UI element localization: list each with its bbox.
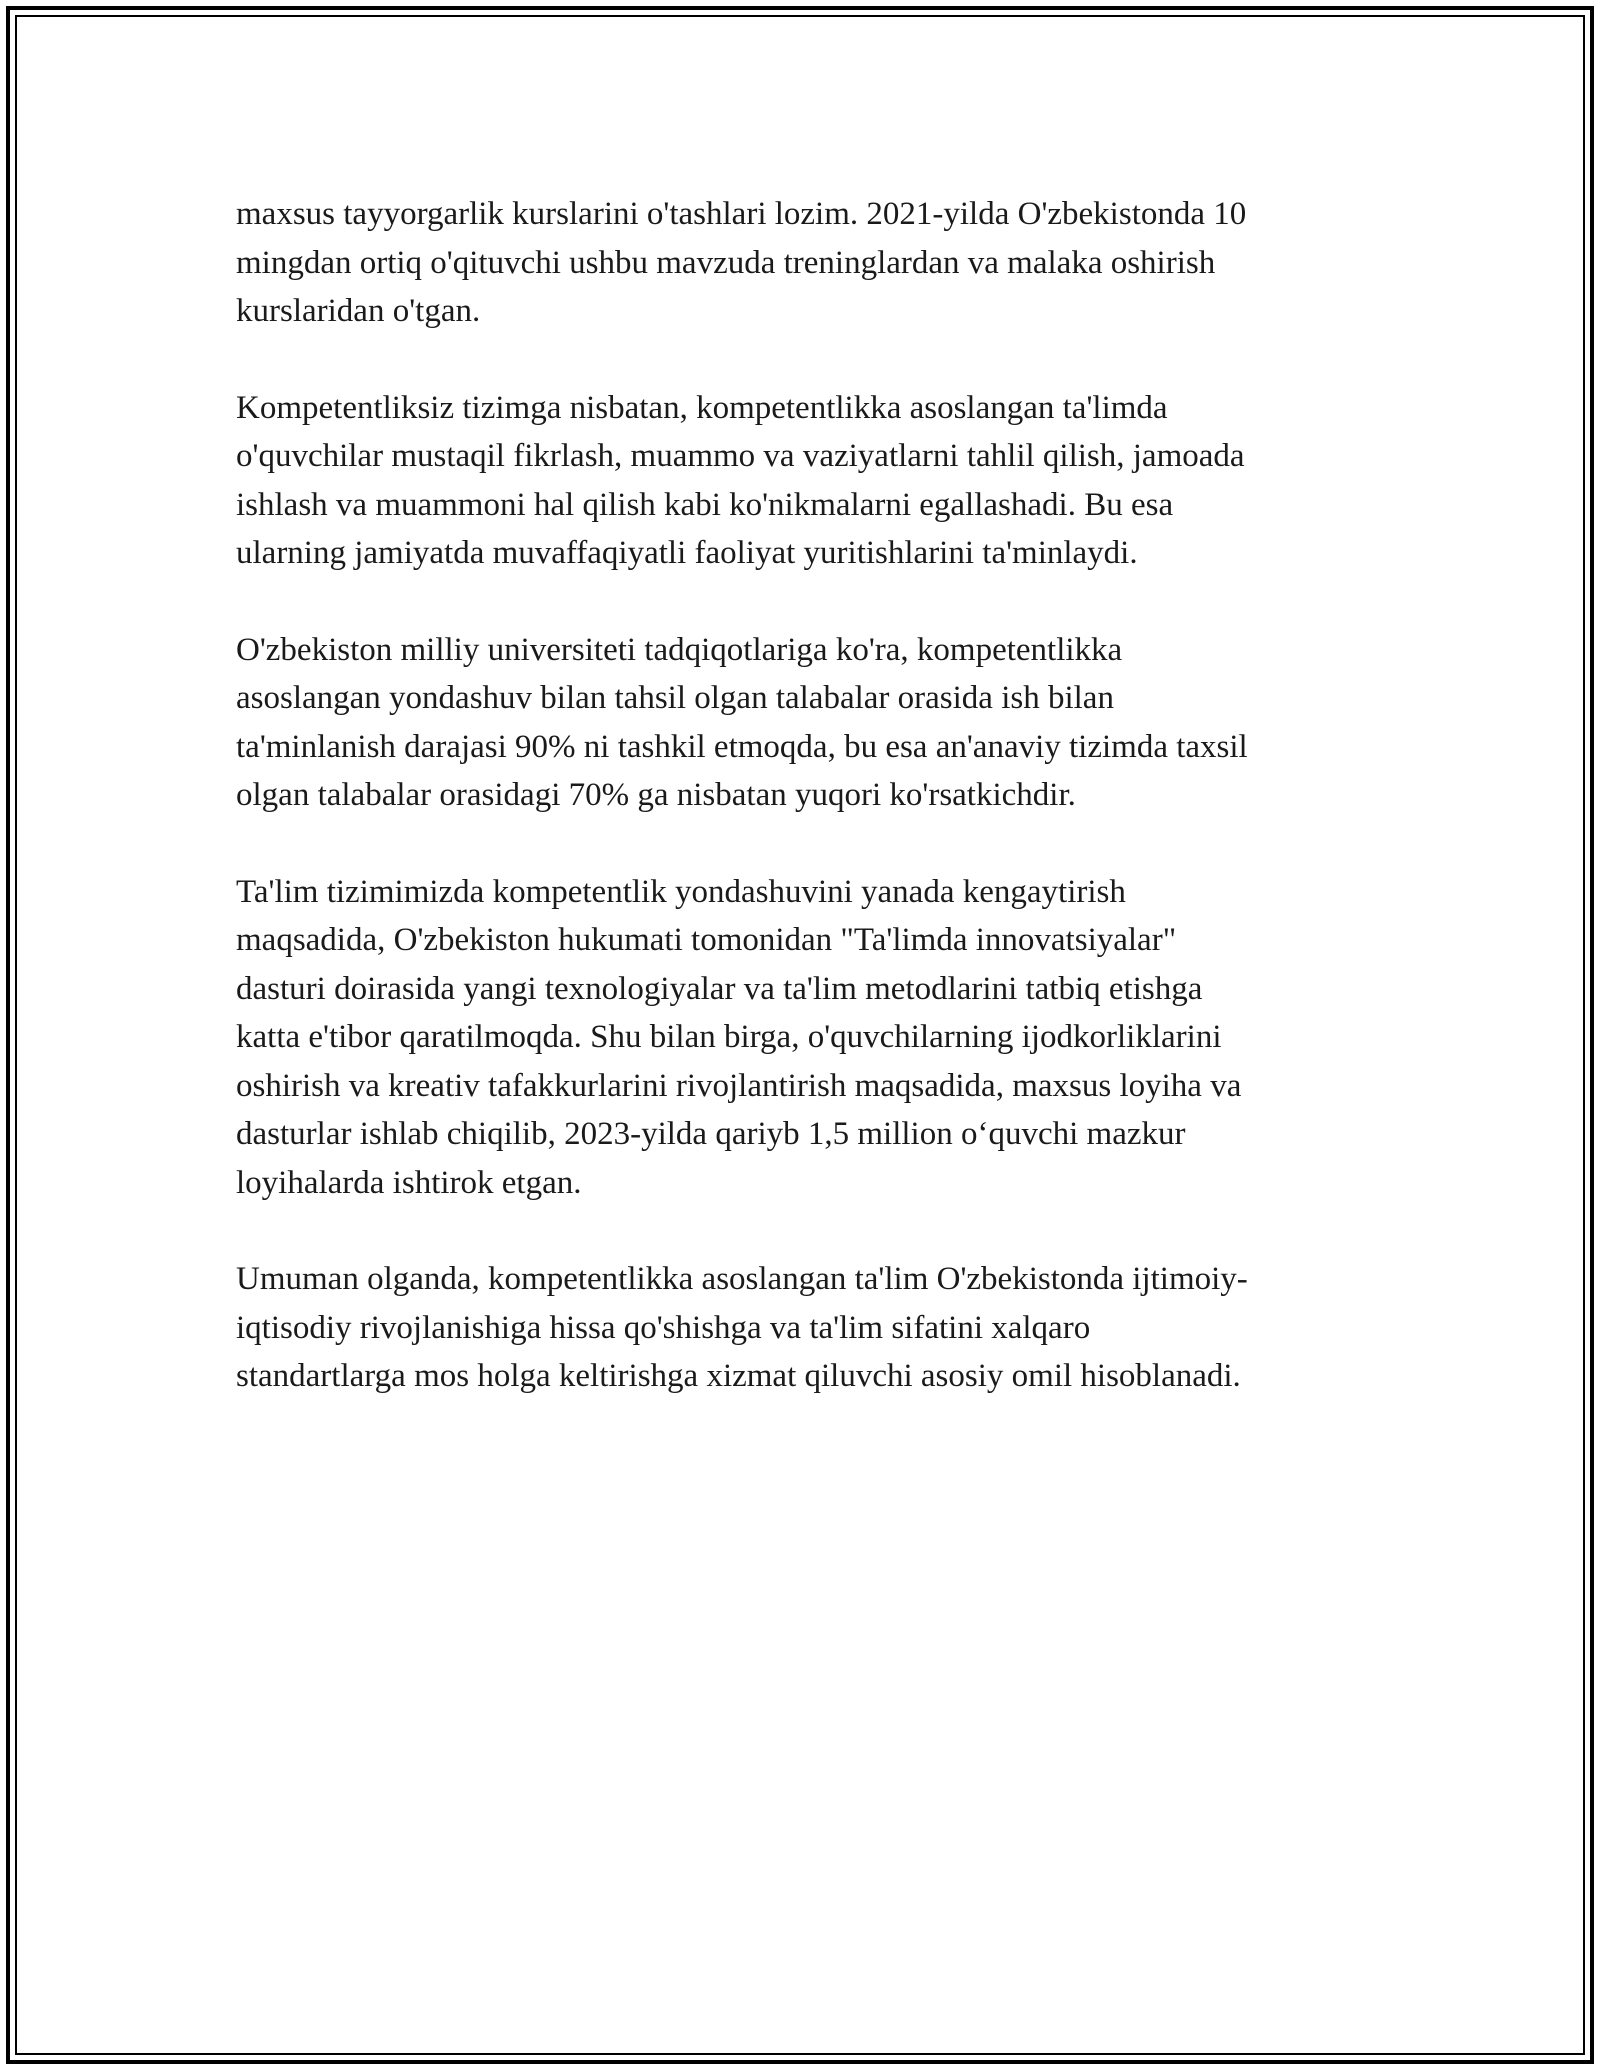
text-line: ularning jamiyatda muvaffaqiyatli faoliyat yuritishlarini ta'minlaydi. <box>236 535 1138 571</box>
paragraph-1 <box>236 190 1366 336</box>
text-line: Kompetentliksiz tizimga nisbatan, kompetentlikka asoslangan ta'limda <box>236 389 1168 426</box>
text-line: olgan talabalar orasidagi 70% ga nisbatan yuqori ko'rsatkichdir. <box>236 777 1076 813</box>
paragraph-2 <box>236 384 1366 578</box>
text-line: o'quvchilar mustaqil fikrlash, muammo va vaziyatlarni tahlil qilish, jamoada <box>236 438 1245 474</box>
text-line: mingdan ortiq o'qituvchi ushbu mavzuda treninglardan va malaka oshirish <box>236 244 1216 281</box>
text-line: iqtisodiy rivojlanishiga hissa qo'shishga va ta'lim sifatini xalqaro <box>236 1309 1091 1346</box>
text-line: oshirish va kreativ tafakkurlarini rivojlantirish maqsadida, maxsus loyiha va <box>236 1067 1242 1104</box>
paragraph-4 <box>236 868 1366 1208</box>
text-line: dasturi doirasida yangi texnologiyalar va ta'lim metodlarini tatbiq etishga <box>236 970 1203 1007</box>
text-line: standartlarga mos holga keltirishga xizmat qiluvchi asosiy omil hisoblanadi. <box>236 1358 1241 1394</box>
text-line: Ta'lim tizimimizda kompetentlik yondashuvini yanada kengaytirish <box>236 873 1126 910</box>
text-line: Umuman olganda, kompetentlikka asoslangan ta'lim O'zbekistonda ijtimoiy- <box>236 1261 1248 1297</box>
text-line: katta e'tibor qaratilmoqda. Shu bilan birga, o'quvchilarning ijodkorliklarini <box>236 1019 1222 1055</box>
text-line: kurslaridan o'tgan. <box>236 293 481 329</box>
paragraph-5 <box>236 1255 1366 1401</box>
text-line: maqsadida, O'zbekiston hukumati tomonidan "Ta'limda innovatsiyalar" <box>236 922 1177 958</box>
document-body <box>236 190 1366 1449</box>
text-line: dasturlar ishlab chiqilib, 2023-yilda qariyb 1,5 million o‘quvchi mazkur <box>236 1116 1186 1152</box>
text-line: asoslangan yondashuv bilan tahsil olgan talabalar orasida ish bilan <box>236 680 1114 716</box>
paragraph-3 <box>236 626 1366 820</box>
text-line: maxsus tayyorgarlik kurslarini o'tashlari lozim. 2021-yilda O'zbekistonda 10 <box>236 196 1247 232</box>
text-line: ishlash va muammoni hal qilish kabi ko'nikmalarni egallashadi. Bu esa <box>236 486 1174 523</box>
text-line: loyihalarda ishtirok etgan. <box>236 1164 582 1201</box>
text-line: O'zbekiston milliy universiteti tadqiqotlariga ko'ra, kompetentlikka <box>236 631 1123 668</box>
text-line: ta'minlanish darajasi 90% ni tashkil etmoqda, bu esa an'anaviy tizimda taxsil <box>236 728 1248 765</box>
